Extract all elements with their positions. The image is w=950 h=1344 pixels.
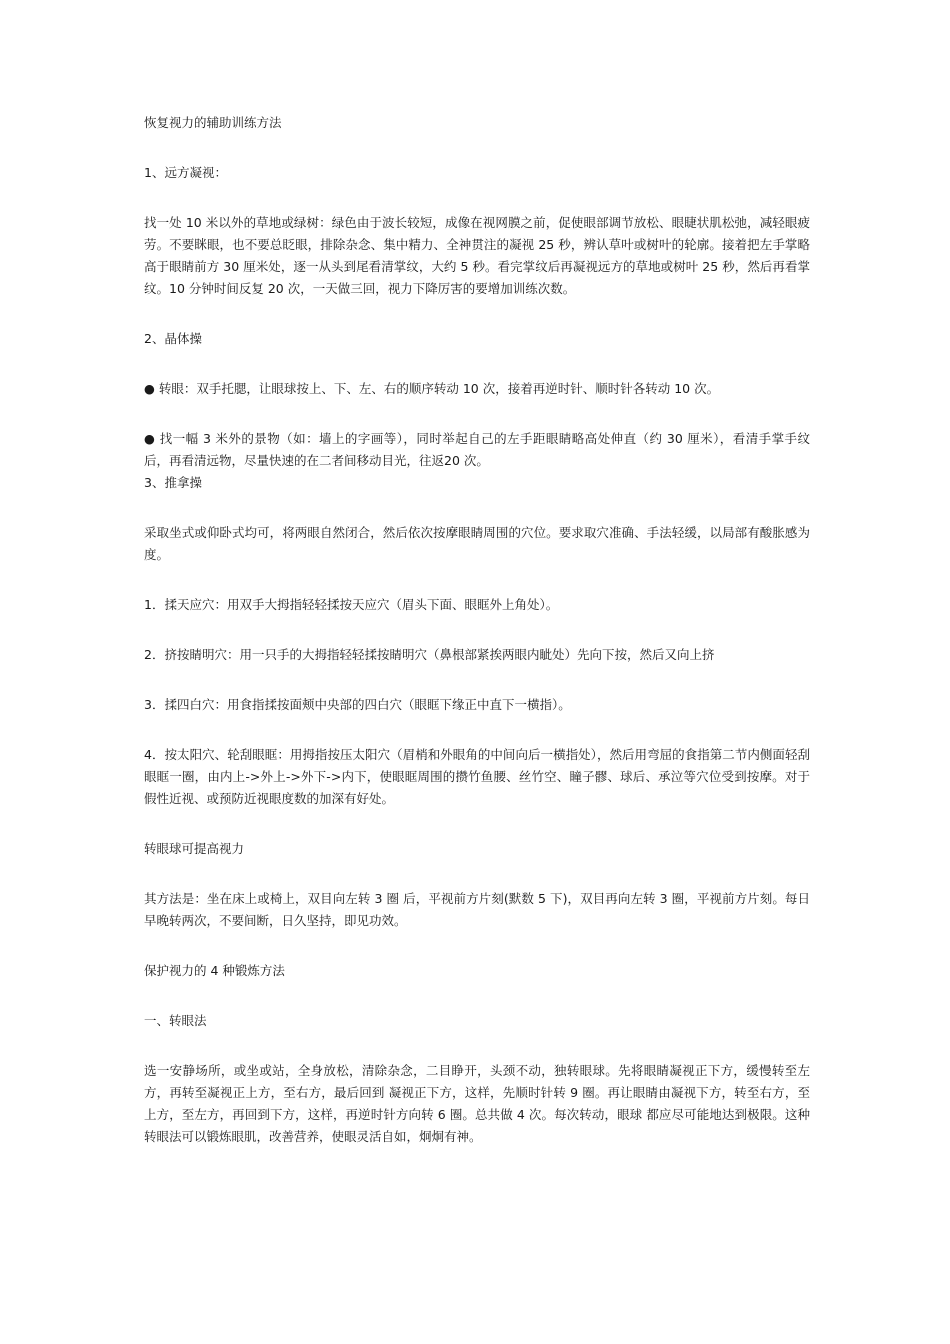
section-heading-protection-methods: 保护视力的 4 种锻炼方法 (144, 963, 285, 978)
list-item-tianying: 1．揉天应穴：用双手大拇指轻轻揉按天应穴（眉头下面、眼眶外上角处）。 (144, 597, 559, 612)
document-page (144, 112, 810, 1148)
subheading-eye-turning-method: 一、转眼法 (144, 1013, 207, 1028)
list-item-sibai: 3．揉四白穴：用食指揉按面颊中央部的四白穴（眼眶下缘正中直下一横指）。 (144, 697, 571, 712)
document-title: 恢复视力的辅助训练方法 (144, 115, 282, 130)
paragraph-distance-gaze: 找一处 10 米以外的草地或绿树：绿色由于波长较短，成像在视网膜之前，促使眼部调节放松、眼睫状肌松弛，减轻眼疲劳。不要眯眼，也不要总眨眼，排除杂念、集中精力、全神贯注的凝视 25 秒，辨认草叶或树叶的轮廓。接着把左手掌略高于眼睛前方 30 厘米处，逐一从头到尾看清掌纹，大约 5 秒。看完掌纹后再凝视远方的草地或树叶 25 秒，然后再看掌纹。10 分钟时间反复 20 次，一天做三回，视力下降厉害的要增加训练次数。 (144, 215, 810, 296)
bullet-item-focus-shift: ● 找一幅 3 米外的景物（如：墙上的字画等），同时举起自己的左手距眼睛略高处伸直（约 30 厘米），看清手掌手纹后，再看清远物，尽量快速的在二者间移动目光，往返20 次。 (144, 431, 810, 468)
bullet-item-eye-rotation: ● 转眼：双手托腮，让眼球按上、下、左、右的顺序转动 10 次，接着再逆时针、顺时针各转动 10 次。 (144, 381, 720, 396)
section-heading-eyeball-rotation: 转眼球可提高视力 (144, 841, 245, 856)
list-item-jingming: 2．挤按睛明穴：用一只手的大拇指轻轻揉按睛明穴（鼻根部紧挨两眼内眦处）先向下按，然后又向上挤 (144, 647, 715, 662)
list-item-taiyang: 4．按太阳穴、轮刮眼眶：用拇指按压太阳穴（眉梢和外眼角的中间向后一横指处），然后用弯屈的食指第二节内侧面轻刮眼眶一圈，由内上->外上->外下->内下，使眼眶周围的攒竹鱼腰、丝竹空、瞳子髎、球后、承泣等穴位受到按摩。对于假性近视、或预防近视眼度数的加深有好处。 (144, 747, 810, 806)
paragraph-eyeball-rotation: 其方法是：坐在床上或椅上，双目向左转 3 圈 后，平视前方片刻(默数 5 下)，双目再向左转 3 圈，平视前方片刻。每日早晚转两次，不要间断，日久坚持，即见功效。 (144, 891, 810, 928)
section-heading-lens-exercise: 2、晶体操 (144, 331, 202, 346)
section-heading-distance-gaze: 1、远方凝视： (144, 165, 227, 180)
section-heading-massage: 3、推拿操 (144, 475, 202, 490)
paragraph-eye-turning-method: 选一安静场所，或坐或站，全身放松，清除杂念，二目睁开，头颈不动，独转眼球。先将眼睛凝视正下方，缓慢转至左方，再转至凝视正上方，至右方，最后回到 凝视正下方，这样，先顺时针转 9 圈。再让眼睛由凝视下方，转至右方，至上方，至左方，再回到下方，这样，再逆时针方向转 6 圈。总共做 4 次。每次转动，眼球 都应尽可能地达到极限。这种转眼法可以锻炼眼肌，改善营养，使眼灵活自如，炯炯有神。 (144, 1063, 810, 1144)
paragraph-massage-intro: 采取坐式或仰卧式均可，将两眼自然闭合，然后依次按摩眼睛周围的穴位。要求取穴准确、手法轻缓，以局部有酸胀感为度。 (144, 525, 810, 562)
